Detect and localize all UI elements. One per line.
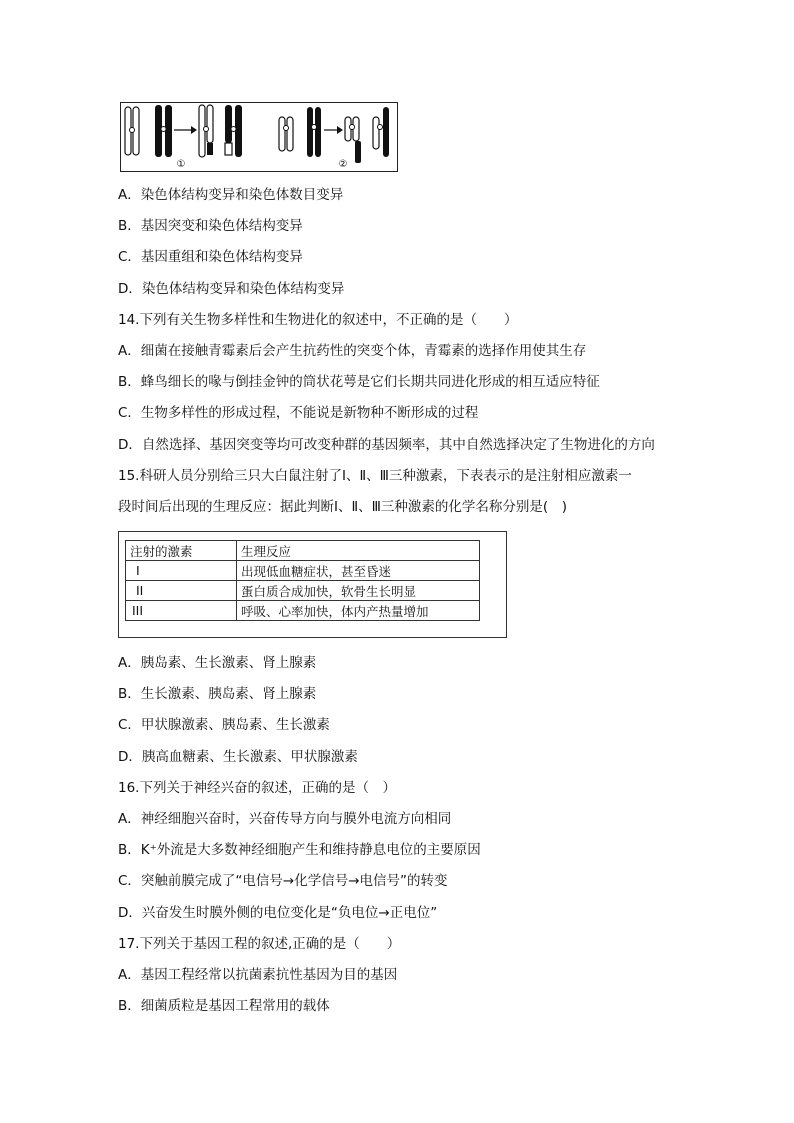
table-header-reaction: 生理反应 bbox=[237, 541, 480, 561]
table-cell-hormone: I bbox=[126, 561, 237, 581]
q15-option-c: C．甲状腺激素、胰岛素、生长激素 bbox=[118, 717, 330, 733]
table-header-row bbox=[126, 541, 480, 561]
q14-stem: 14.下列有关生物多样性和生物进化的叙述中，不正确的是（ ） bbox=[118, 312, 518, 328]
table-cell-reaction: 出现低血糖症状，甚至昏迷 bbox=[237, 561, 480, 581]
q15-stem-line1: 15.科研人员分别给三只大白鼠注射了Ⅰ、Ⅱ、Ⅲ三种激素，下表表示的是注射相应激素一 bbox=[118, 468, 632, 484]
chromosome-variation-figure bbox=[120, 102, 398, 172]
q13-option-a: A．染色体结构变异和染色体数目变异 bbox=[118, 187, 344, 203]
q14-option-d: D．自然选择、基因突变等均可改变种群的基因频率，其中自然选择决定了生物进化的方向 bbox=[118, 437, 655, 453]
q17-stem: 17.下列关于基因工程的叙述,正确的是（ ） bbox=[118, 936, 401, 952]
q14-option-b: B．蜂鸟细长的喙与倒挂金钟的筒状花萼是它们长期共同进化形成的相互适应特征 bbox=[118, 374, 600, 390]
q15-option-d: D．胰高血糖素、生长激素、甲状腺激素 bbox=[118, 749, 358, 765]
q13-option-c: C．基因重组和染色体结构变异 bbox=[118, 249, 303, 265]
q15-option-a: A．胰岛素、生长激素、肾上腺素 bbox=[118, 655, 317, 671]
table-cell-reaction: 呼吸、心率加快，体内产热量增加 bbox=[237, 601, 480, 621]
table-row bbox=[126, 601, 480, 621]
q15-option-b: B．生长激素、胰岛素、肾上腺素 bbox=[118, 686, 317, 702]
figure-label-1: ① bbox=[176, 159, 186, 170]
table-row bbox=[126, 581, 480, 601]
q17-option-b: B．细菌质粒是基因工程常用的载体 bbox=[118, 998, 330, 1014]
q13-option-d: D．染色体结构变异和染色体结构变异 bbox=[118, 281, 345, 297]
q17-option-a: A．基因工程经常以抗菌素抗性基因为目的基因 bbox=[118, 967, 398, 983]
q16-option-c: C．突触前膜完成了“电信号→化学信号→电信号”的转变 bbox=[118, 873, 448, 889]
q14-option-c: C．生物多样性的形成过程，不能说是新物种不断形成的过程 bbox=[118, 405, 479, 421]
table-row bbox=[126, 561, 480, 581]
q16-option-a: A．神经细胞兴奋时，兴奋传导方向与膜外电流方向相同 bbox=[118, 811, 452, 827]
table-cell-reaction: 蛋白质合成加快，软骨生长明显 bbox=[237, 581, 480, 601]
chromosome-diagram bbox=[121, 103, 396, 170]
q16-stem: 16.下列关于神经兴奋的叙述，正确的是（ ） bbox=[118, 780, 396, 796]
q14-option-a: A．细菌在接触青霉素后会产生抗药性的突变个体，青霉素的选择作用使其生存 bbox=[118, 343, 587, 359]
q13-option-b: B．基因突变和染色体结构变异 bbox=[118, 218, 303, 234]
table-cell-hormone: III bbox=[126, 601, 237, 621]
q15-stem-line2: 段时间后出现的生理反应：据此判断Ⅰ、Ⅱ、Ⅲ三种激素的化学名称分别是( ) bbox=[118, 499, 567, 515]
figure-label-2: ② bbox=[338, 159, 348, 170]
q16-option-b: B．K⁺外流是大多数神经细胞产生和维持静息电位的主要原因 bbox=[118, 842, 481, 858]
q16-option-d: D．兴奋发生时膜外侧的电位变化是“负电位→正电位” bbox=[118, 905, 438, 921]
table-cell-hormone: II bbox=[126, 581, 237, 601]
table-header-hormone: 注射的激素 bbox=[126, 541, 237, 561]
hormone-table bbox=[125, 540, 480, 621]
